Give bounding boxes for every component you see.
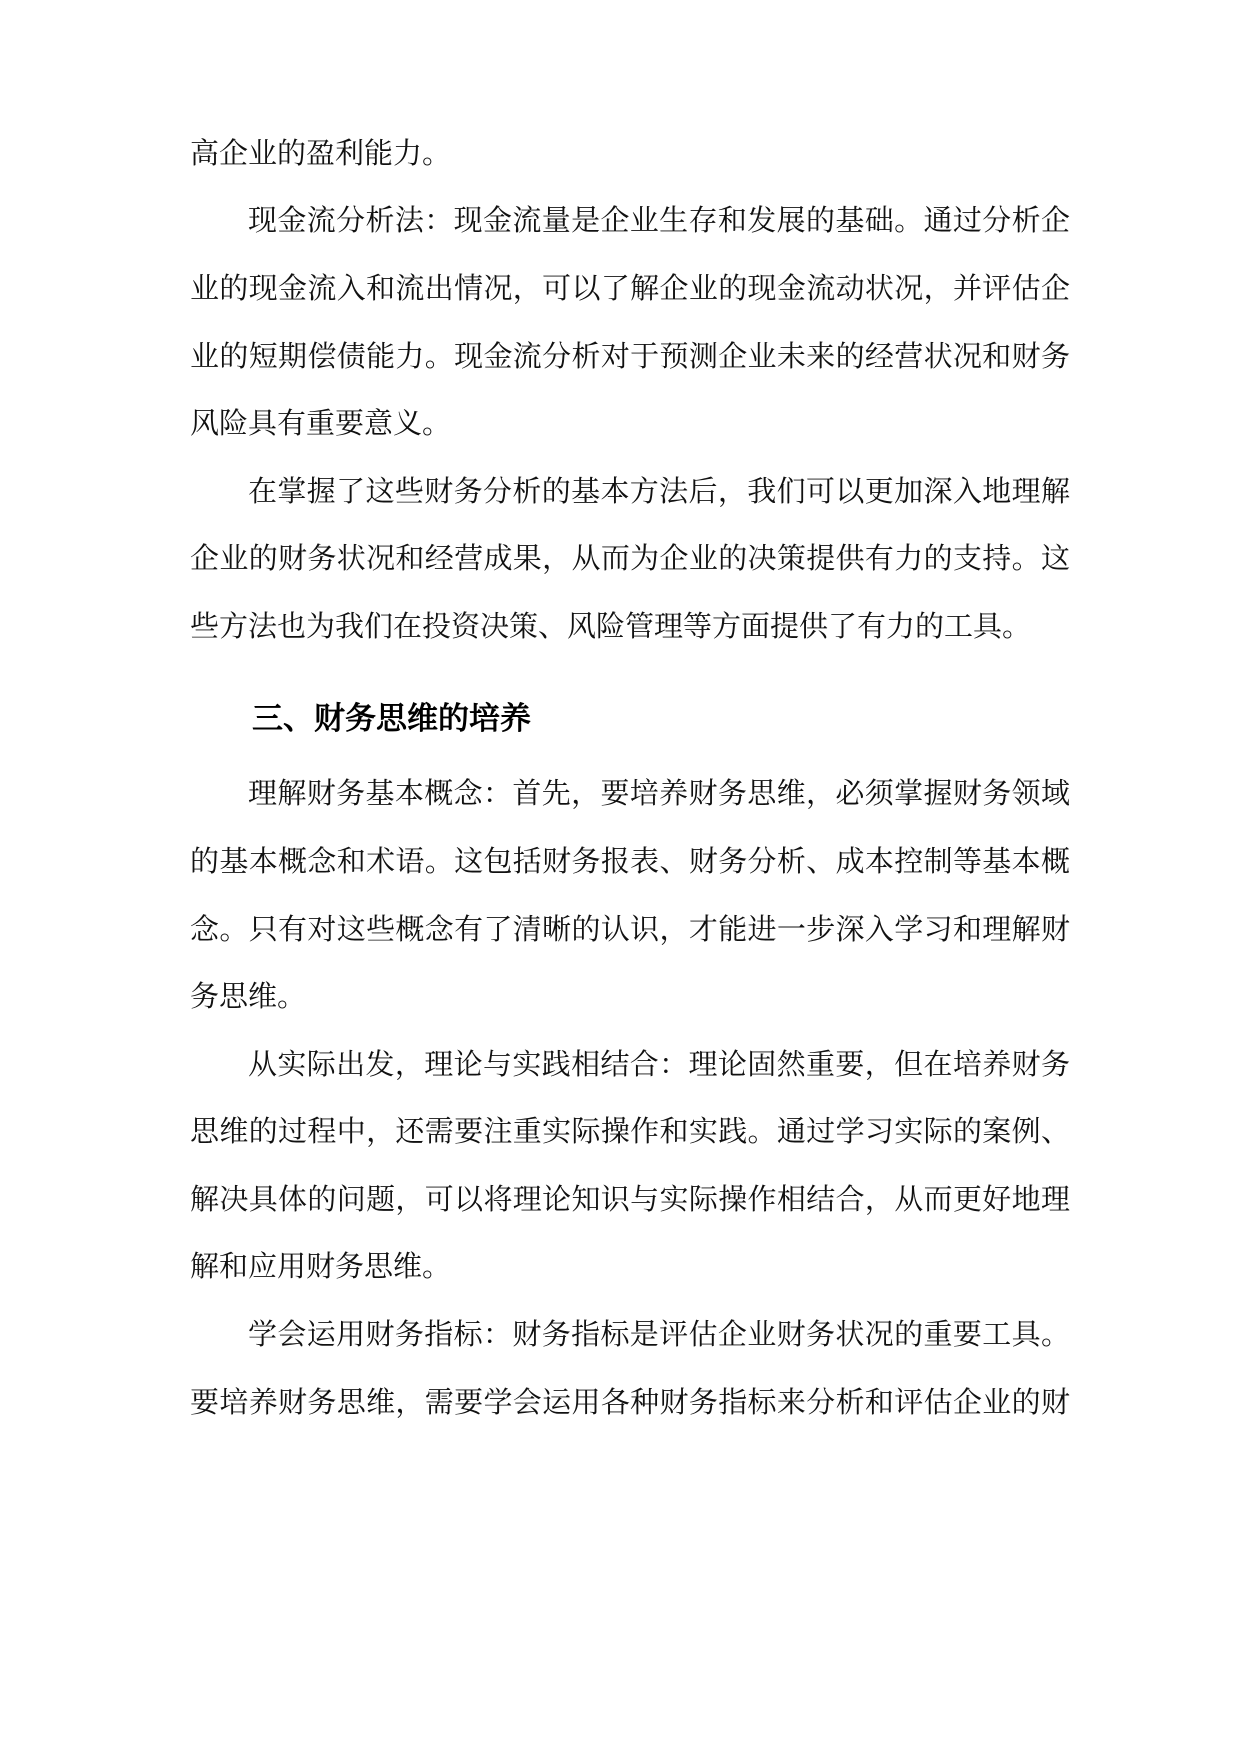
paragraph-first-line: 现金流分析法：现金流量是企业生存和发展的基础。通过分析企: [248, 203, 1070, 237]
text-line: 业的现金流入和流出情况，可以了解企业的现金流动状况，并评估企: [190, 271, 1070, 305]
paragraph-first-line: 理解财务基本概念：首先，要培养财务思维，必须掌握财务领域: [248, 776, 1070, 810]
paragraph-first-line: 从实际出发，理论与实践相结合：理论固然重要，但在培养财务: [248, 1047, 1070, 1081]
text-line: 要培养财务思维，需要学会运用各种财务指标来分析和评估企业的财: [190, 1385, 1070, 1419]
text-line: 解和应用财务思维。: [190, 1249, 452, 1283]
text-line: 企业的财务状况和经营成果，从而为企业的决策提供有力的支持。这: [190, 541, 1070, 575]
text-line: 解决具体的问题，可以将理论知识与实际操作相结合，从而更好地理: [190, 1182, 1070, 1216]
text-line: 业的短期偿债能力。现金流分析对于预测企业未来的经营状况和财务: [190, 339, 1070, 373]
text-line: 务思维。: [190, 979, 307, 1013]
text-line: 高企业的盈利能力。: [190, 136, 452, 170]
paragraph-first-line: 在掌握了这些财务分析的基本方法后，我们可以更加深入地理解: [248, 474, 1070, 508]
text-line: 风险具有重要意义。: [190, 406, 452, 440]
text-line: 思维的过程中，还需要注重实际操作和实践。通过学习实际的案例、: [190, 1114, 1070, 1148]
section-heading: 三、财务思维的培养: [252, 701, 531, 737]
paragraph-first-line: 学会运用财务指标：财务指标是评估企业财务状况的重要工具。: [248, 1317, 1070, 1351]
text-line: 念。只有对这些概念有了清晰的认识，才能进一步深入学习和理解财: [190, 912, 1070, 946]
text-line: 些方法也为我们在投资决策、风险管理等方面提供了有力的工具。: [190, 609, 1032, 643]
text-line: 的基本概念和术语。这包括财务报表、财务分析、成本控制等基本概: [190, 844, 1070, 878]
